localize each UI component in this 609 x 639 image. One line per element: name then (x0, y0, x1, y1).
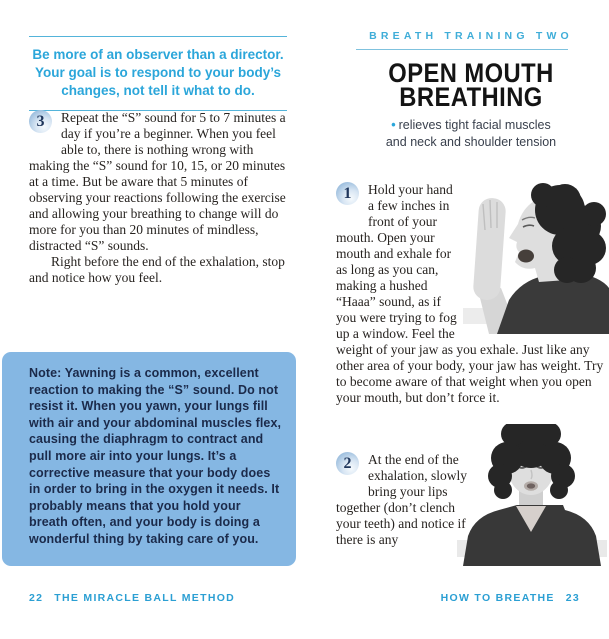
page-title-line-2: BREATHING (399, 82, 543, 112)
step-3-text-paragraph-2: Right before the end of the exhalation, stop and notice how you feel. (29, 254, 285, 285)
step-number-circle-icon: 3 (29, 110, 52, 133)
benefit-note (333, 117, 609, 150)
page-title-line-1: OPEN MOUTH (388, 58, 554, 88)
pull-quote-box (29, 36, 287, 111)
bullet-icon: • (391, 118, 396, 132)
section-kicker: BREATH TRAINING TWO (369, 30, 573, 42)
step-3-text: Repeat the “S” sound for 5 to 7 minutes a day if you’re a beginner. When you feel able to, there is nothing wrong with making the “S” sound for 10, 15, or 20 minutes at a time. But be aware that 5 minutes of observing your reactions following the exercise and allowing your breathing to change will do more for you than 20 minutes of mindless, distracted “S” sounds. (29, 110, 286, 253)
photo-woman-profile-exhale-illustration (463, 182, 609, 334)
left-page-number: 22 (29, 592, 44, 604)
benefit-text-1: relieves tight facial muscles (398, 118, 551, 132)
step-number-circle-icon: 2 (336, 452, 359, 475)
step-1-paragraph (336, 182, 609, 406)
step-2-number-badge (336, 452, 359, 492)
step-3-paragraph (29, 110, 293, 286)
benefit-line-2: and neck and shoulder tension (385, 134, 557, 149)
step-1-number-badge (336, 182, 359, 222)
right-page-footer (441, 592, 580, 604)
note-callout-box (2, 352, 296, 566)
right-page (333, 0, 609, 639)
benefit-line-1 (333, 117, 609, 134)
right-page-number: 23 (565, 592, 580, 604)
book-title: THE MIRACLE BALL METHOD (54, 592, 236, 604)
page-title (350, 58, 593, 112)
photo-woman-profile-exhale (463, 182, 609, 334)
left-page-footer (29, 592, 235, 604)
pull-quote-text: Be more of an observer than a director. Your goal is to respond to your body’s changes, not tell it what to do. (32, 47, 284, 98)
step-2-paragraph (336, 452, 479, 548)
chapter-title: HOW TO BREATHE (440, 592, 555, 604)
note-text: Note: Yawning is a common, excellent reaction to making the “S” sound. Do not resist it. When you yawn, your lungs fill with air and your abdominal muscles flex, causing the diaphragm to contract and pull more air into your lungs. It’s a corrective measure that your body does in order to bring in the oxygen it needs. It probably means that you hold your breath often, and your body is doing a wonderful thing by taking care of you. (29, 366, 282, 546)
kicker-rule (356, 49, 568, 50)
step-number-circle-icon: 1 (336, 182, 359, 205)
step-2-text: At the end of the exhalation, slowly bring your lips together (don’t clench your teeth) and notice if there is any (336, 452, 467, 547)
step-1-text: Hold your hand a few inches in front of your mouth. Open your mouth and exhale for as long as you can, making a hushed “Haaa” sound, as if you were trying to fog up a window. Feel the weight of your jaw as you exhale. Just like any other area of your body, your jaw has weight. Try to become aware of that weight when you open your mouth, but don’t force it. (336, 182, 604, 405)
step-3-number-badge (29, 110, 52, 150)
